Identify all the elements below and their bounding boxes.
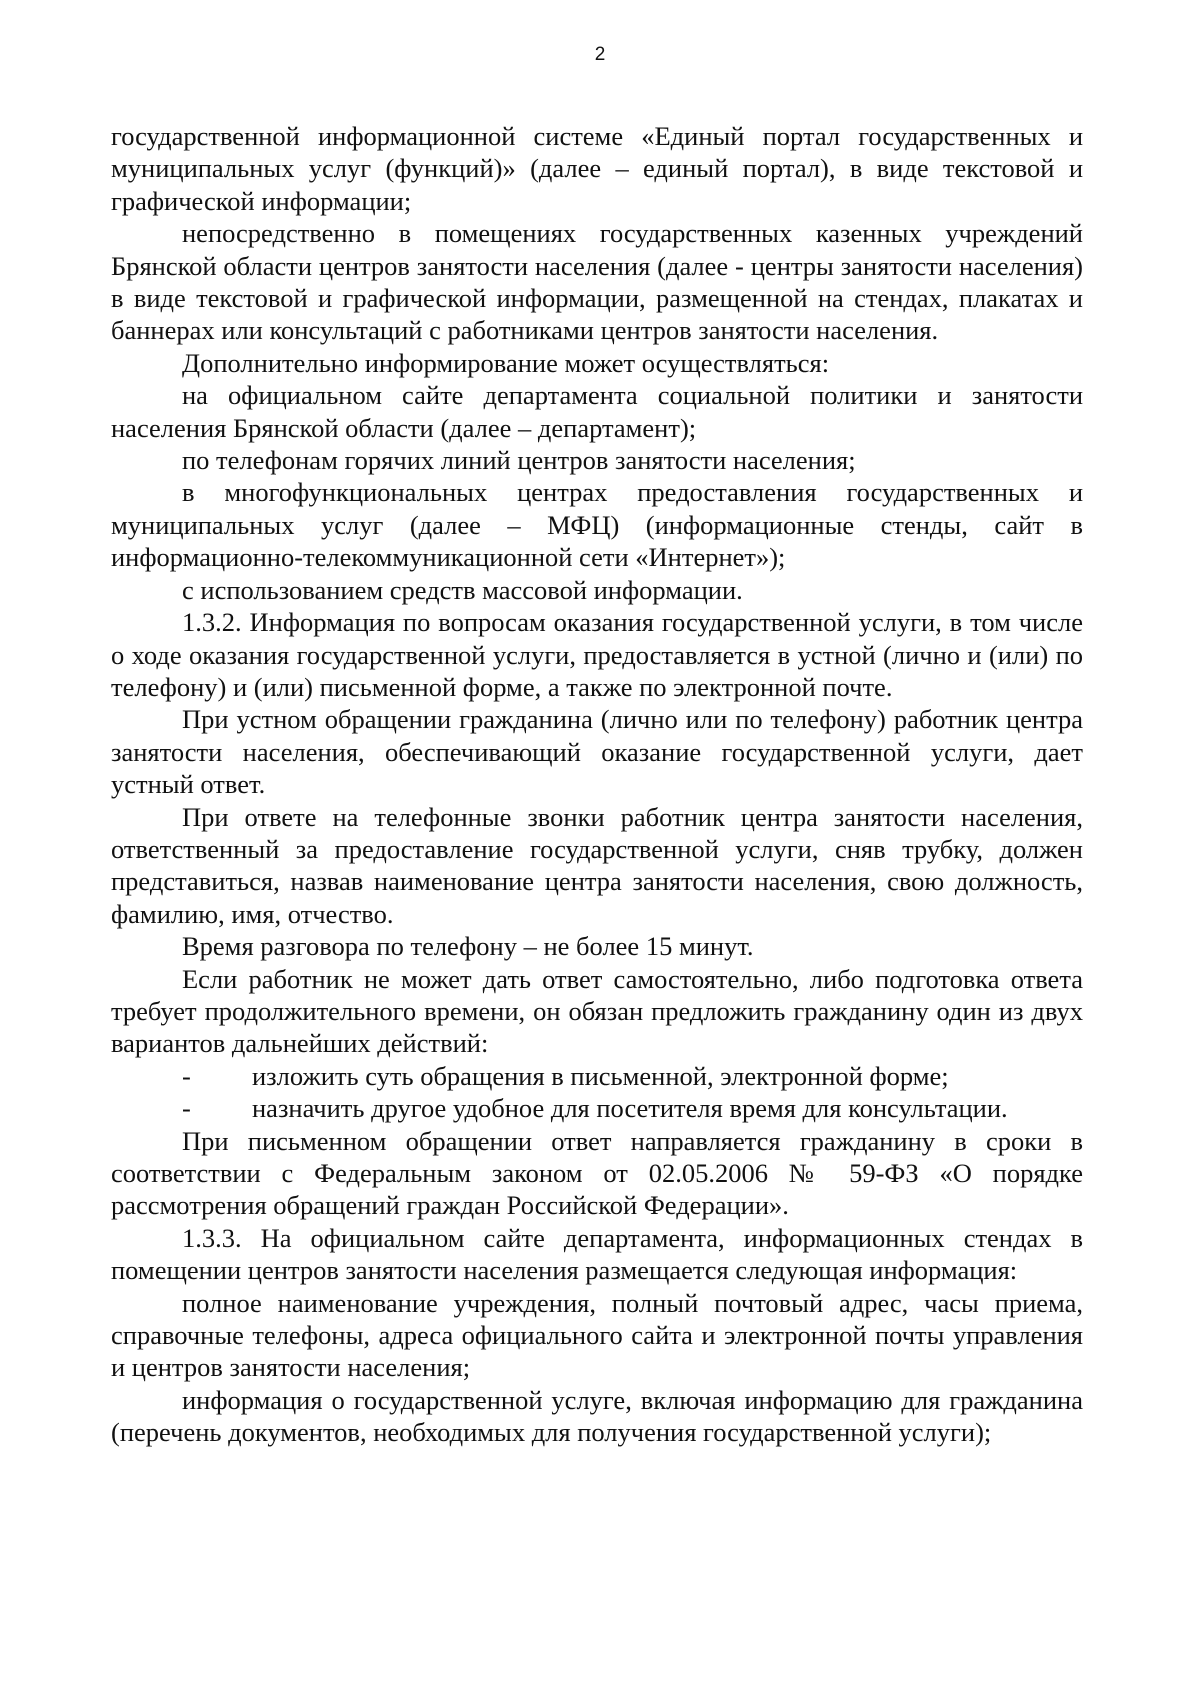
- paragraph: При письменном обращении ответ направляется гражданину в сроки в соответствии с Федеральным законом от 02.05.2006 № 59-ФЗ «О порядке рассмотрения обращений граждан Российской Федерации».: [111, 1125, 1083, 1221]
- paragraph: 1.3.2. Информация по вопросам оказания государственной услуги, в том числе о ходе оказания государственной услуги, предоставляется в устной (лично и (или) по телефону) и (или) письменной форме, а также по электронной почте.: [111, 607, 1083, 702]
- list-item-text: изложить суть обращения в письменной, электронной форме;: [252, 1060, 949, 1091]
- paragraph: 1.3.3. На официальном сайте департамента, информационных стендах в помещении центров занятости населения размещается следующая информация:: [111, 1222, 1083, 1286]
- list-item: [111, 1092, 1083, 1124]
- paragraph: непосредственно в помещениях государственных казенных учреждений Брянской области центров занятости населения (далее - центры занятости населения) в виде текстовой и графической информации, размещенной на стендах, плакатах и баннерах или консультаций с работниками центров занятости населения.: [111, 218, 1083, 346]
- paragraph: государственной информационной системе «Единый портал государственных и муниципальных услуг (функций)» (далее – единый портал), в виде текстовой и графической информации;: [111, 121, 1083, 216]
- page-number: 2: [594, 44, 606, 65]
- paragraph: информация о государственной услуге, включая информацию для гражданина (перечень документов, необходимых для получения государственной услуги);: [111, 1384, 1083, 1448]
- paragraph: в многофункциональных центрах предоставления государственных и муниципальных услуг (далее – МФЦ) (информационные стенды, сайт в информационно-телекоммуникационной сети «Интернет»);: [111, 477, 1083, 573]
- paragraph: полное наименование учреждения, полный почтовый адрес, часы приема, справочные телефоны, адреса официального сайта и электронной почты управления и центров занятости населения;: [111, 1287, 1083, 1383]
- document-body: [111, 120, 1083, 1449]
- paragraph: При устном обращении гражданина (лично или по телефону) работник центра занятости населения, обеспечивающий оказание государственной услуги, дает устный ответ.: [111, 704, 1083, 800]
- paragraph: по телефонам горячих линий центров занятости населения;: [182, 445, 856, 476]
- list-dash: -: [182, 1093, 191, 1124]
- list-item: [111, 1060, 1083, 1092]
- list-dash: -: [182, 1060, 191, 1091]
- paragraph: Время разговора по телефону – не более 15 минут.: [182, 931, 754, 962]
- paragraph: с использованием средств массовой информации.: [182, 574, 743, 605]
- list-item-text: назначить другое удобное для посетителя время для консультации.: [252, 1093, 1008, 1124]
- paragraph: Дополнительно информирование может осуществляться:: [182, 347, 830, 378]
- paragraph: При ответе на телефонные звонки работник центра занятости населения, ответственный за предоставление государственной услуги, сняв трубку, должен представиться, назвав наименование центра занятости населения, свою должность, фамилию, имя, отчество.: [111, 801, 1083, 929]
- paragraph: Если работник не может дать ответ самостоятельно, либо подготовка ответа требует продолжительного времени, он обязан предложить гражданину один из двух вариантов дальнейших действий:: [111, 963, 1083, 1059]
- paragraph: на официальном сайте департамента социальной политики и занятости населения Брянской области (далее – департамент);: [111, 380, 1083, 443]
